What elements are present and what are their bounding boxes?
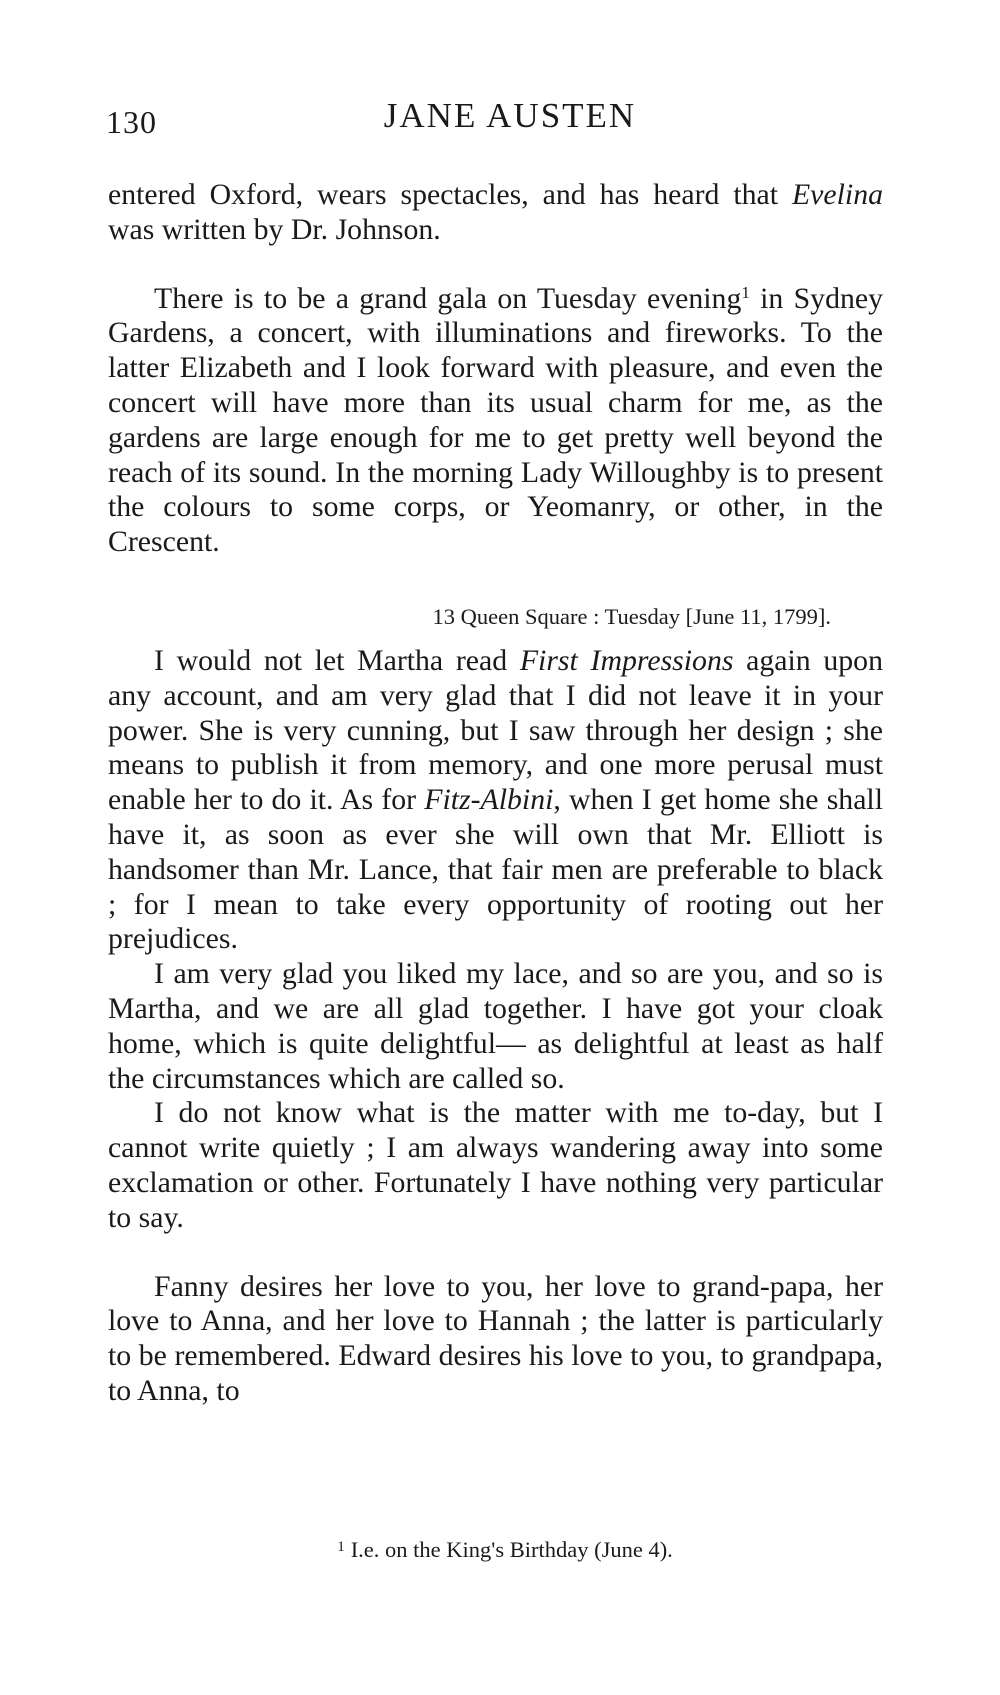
footnote-text: I.e. on the King's Birthday (June 4). (350, 1537, 673, 1562)
paragraph-3-text-a: I would not let Martha read (154, 643, 520, 677)
paragraph-5: I do not know what is the matter with me to-day, but I cannot write quietly ; I am always wandering away into some exclamation or other. Fortunately I have nothing very particular to say. (108, 1096, 883, 1234)
paragraph-3-italic-title-2: Fitz-Albini (424, 783, 554, 817)
paragraph-2-text-a: There is to be a grand gala on Tuesday evening (154, 281, 742, 315)
paragraph-1 (108, 178, 883, 248)
paragraph-4: I am very glad you liked my lace, and so are you, and so is Martha, and we are all glad together. I have got your cloak home, which is quite delightful— as delightful at least as half the circumstances which are called so. (108, 957, 883, 1095)
letter-dateline: 13 Queen Square : Tuesday [June 11, 1799]. (432, 603, 831, 629)
page-number: 130 (106, 104, 157, 140)
paragraph-1-text-b: was written by Dr. Johnson. (108, 212, 441, 246)
paragraph-6: Fanny desires her love to you, her love to grand-papa, her love to Anna, and her love to Hannah ; the latter is particularly to be remembered. Edward desires his love to you, to grandpapa, to Anna, to (108, 1269, 883, 1407)
running-head: JANE AUSTEN (383, 96, 637, 135)
body-text (108, 178, 883, 1409)
footnote-mark: 1 (337, 1539, 345, 1555)
paragraph-3-italic-title-1: First Impressions (519, 643, 734, 677)
footnote-reference: 1 (741, 282, 750, 302)
paragraph-3-text-c: , when I get home she shall have it, as soon as ever she will own that Mr. Elliott is handsomer than Mr. Lance, that fair men are preferable to black ; for I mean to take every opportunity of rooting out her prejudices. (108, 783, 883, 956)
paragraph-2 (108, 282, 883, 560)
footnote (0, 1537, 1000, 1563)
paragraph-1-italic-title: Evelina (791, 178, 883, 211)
paragraph-1-text-a: entered Oxford, wears spectacles, and has heard that (108, 178, 792, 211)
paragraph-3-text-b: again upon any account, and am very glad that I did not leave it in your power. She is very cunning, but I saw through her design ; she means to publish it from memory, and one more perusal must enable her to do it. As for (108, 643, 883, 817)
paragraph-2-text-b: in Sydney Gardens, a concert, with illuminations and fireworks. To the latter Elizabeth and I look forward with pleasure, and even the concert will have more than its usual charm for me, as the gardens are large enough for me to get pretty well beyond the reach of its sound. In the morning Lady Willoughby is to present the colours to some corps, or Yeomanry, or other, in the Crescent. (108, 281, 883, 559)
paragraph-3 (108, 644, 883, 957)
